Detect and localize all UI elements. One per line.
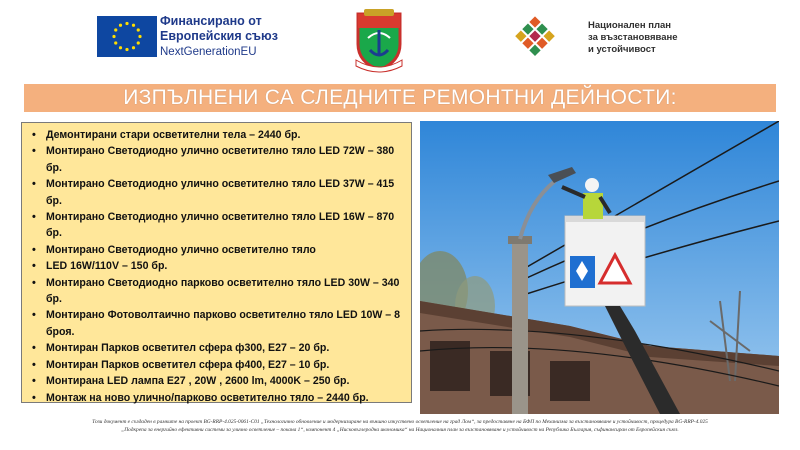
list-item: • Монтирано Светодиодно улично осветително тяло LED 72W – 380 бр.	[30, 143, 403, 176]
list-item: • LED 16W/110V – 150 бр.	[30, 258, 403, 274]
list-item: • Монтиран Парков осветител сфера ф300, Е27 – 20 бр.	[30, 340, 403, 356]
list-item: • Монтирано Светодиодно парково осветително тяло LED 30W – 340 бр.	[30, 275, 403, 308]
eu-star	[119, 24, 122, 27]
list-item: • Монтирано Светодиодно улично осветително тяло LED 37W – 415 бр.	[30, 176, 403, 209]
eu-star	[112, 35, 115, 38]
list-item: • Монтиран Парков осветител сфера ф400, Е27 – 10 бр.	[30, 357, 403, 373]
npv-line1: Национален план	[588, 20, 672, 31]
eu-star	[137, 41, 140, 44]
list-item: • Демонтирани стари осветителни тела – 2440 бр.	[30, 127, 403, 143]
eu-funding-label	[160, 14, 310, 60]
page-title: ИЗПЪЛНЕНИ СА СЛЕДНИТЕ РЕМОНТНИ ДЕЙНОСТИ:	[123, 86, 677, 109]
eu-star	[132, 24, 135, 27]
list-item: • Монтирана LED лампа E27 , 20W , 2600 lm, 4000K – 250 бр.	[30, 373, 403, 389]
eu-star	[125, 22, 128, 25]
eu-line2: Европейския съюз	[160, 29, 278, 43]
footer-line2: „Подкрепа за енергийно ефективни системи за улично осветление – покана 1“, компонент 4 „Нисковъглеродна икономика“ на Националния план за възстановяване и устойчивост на Република България, съфинансиран от Европейския съюз.	[121, 426, 679, 433]
list-item: • Монтаж на ново улично/парково осветително тяло – 2440 бр.	[30, 390, 403, 406]
npv-line2: за възстановяване	[588, 32, 678, 43]
eu-star	[119, 46, 122, 49]
eu-line1: Финансирано от	[160, 14, 262, 28]
eu-star	[137, 28, 140, 31]
eu-star	[138, 35, 141, 38]
lom-crest-icon	[352, 8, 406, 74]
eu-flag-icon	[97, 16, 157, 57]
streetlight-installation-photo	[420, 121, 779, 414]
eu-star	[114, 41, 117, 44]
npv-label	[588, 20, 708, 56]
activities-list	[21, 122, 412, 403]
footer-line1: Този документ е създаден в рамките на проект BG-RRP-4.025-0061-C01 „Технологично обновление и модернизиране на външно изкуствено осветление на град Лом“, за предоставяне на БФП по Механизма за възстановяване и устойчивост, процедура BG-RRP-4.025	[92, 419, 708, 425]
eu-star	[125, 48, 128, 51]
eu-line3: NextGenerationEU	[160, 46, 257, 58]
eu-star	[132, 46, 135, 49]
list-item: • Монтирано Светодиодно улично осветително тяло	[30, 242, 403, 258]
title-band	[24, 84, 776, 112]
list-item: • Монтирано Светодиодно улично осветително тяло LED 16W – 870 бр.	[30, 209, 403, 242]
npv-line3: и устойчивост	[588, 44, 656, 55]
footer-disclaimer	[0, 419, 800, 434]
list-item: • Монтирано Фотоволтаично парково осветително тяло LED 10W – 8 броя.	[30, 307, 403, 340]
npv-pattern-icon	[510, 14, 560, 64]
eu-star	[114, 28, 117, 31]
